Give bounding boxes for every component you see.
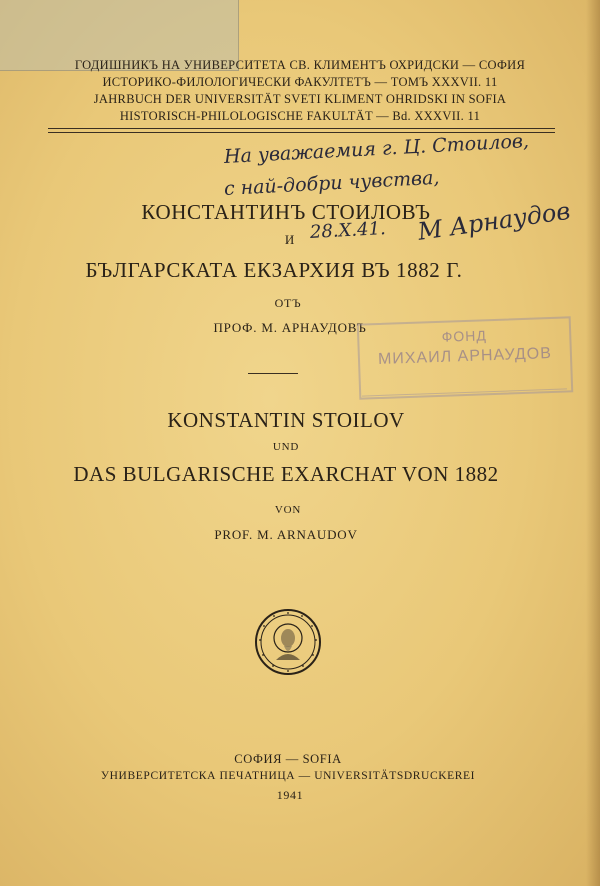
header-line-1: ГОДИШНИКЪ НА УНИВЕРСИТЕТА СВ. КЛИМЕНТЪ ОХРИДСКИ — СОФИЯ — [74, 58, 526, 72]
inscription-signature: М Арнаудов — [416, 196, 572, 246]
inscription-date: 28.X.41. — [309, 218, 387, 243]
title-de-and: UND — [272, 441, 300, 453]
header-line-2: ИСТОРИКО-ФИЛОЛОГИЧЕСКИ ФАКУЛТЕТЪ — ТОМЪ XXXVII. 11 — [102, 75, 498, 89]
title-ru-line-1: КОНСТАНТИНЪ СТОИЛОВЪ — [141, 200, 431, 224]
stamp-line-1: ФОНД — [441, 327, 488, 345]
imprint-press: УНИВЕРСИТЕТСКА ПЕЧАТНИЦА — UNIVERSITÄTSDRUCKEREI — [100, 770, 476, 782]
imprint-city: СОФИЯ — SOFIA — [234, 752, 342, 766]
inscription-line-1: На уважаемия г. Ц. Стоилов, — [223, 130, 530, 168]
library-stamp — [357, 316, 574, 399]
header-line-3: JAHRBUCH DER UNIVERSITÄT SVETI KLIMENT OHRIDSKI IN SOFIA — [93, 92, 507, 106]
imprint-year: 1941 — [276, 788, 304, 802]
title-de-author: PROF. M. ARNAUDOV — [214, 527, 358, 542]
header-line-4: HISTORISCH-PHILOLOGISCHE FAKULTÄT — Bd. XXXVII. 11 — [119, 109, 481, 123]
title-de-line-2: DAS BULGARISCHE EXARCHAT VON 1882 — [73, 462, 499, 486]
page-edge-shadow — [586, 0, 600, 886]
inscription-line-2: с най-добри чувства, — [223, 166, 440, 200]
title-ru-and: И — [284, 232, 296, 247]
title-ru-author: ПРОФ. М. АРНАУДОВЪ — [213, 320, 367, 335]
header-rule-top — [48, 128, 555, 129]
title-de-by: VON — [274, 504, 302, 516]
stamp-line-2: МИХАИЛ АРНАУДОВ — [377, 344, 553, 369]
section-separator — [248, 373, 298, 374]
title-de-line-1: KONSTANTIN STOILOV — [167, 408, 405, 432]
title-ru-line-2: БЪЛГАРСКАТА ЕКЗАРХИЯ ВЪ 1882 Г. — [85, 258, 463, 282]
university-seal-icon — [254, 608, 322, 676]
title-ru-by: ОТЪ — [274, 296, 302, 310]
